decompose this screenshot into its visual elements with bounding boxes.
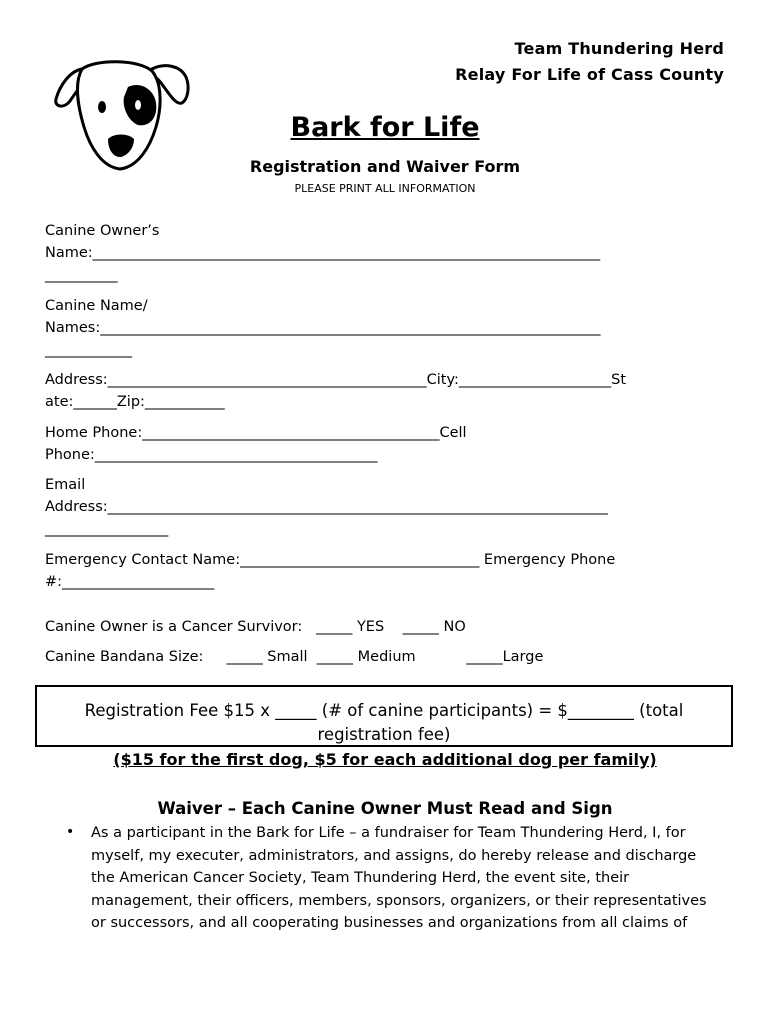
bullet-icon: • bbox=[66, 824, 75, 840]
emergency-phone-line[interactable]: #:_____________________ bbox=[45, 574, 215, 590]
home-phone-line[interactable]: Home Phone:_________________________________________Cell bbox=[45, 425, 467, 441]
org-name: Team Thundering Herd bbox=[514, 39, 724, 58]
address-field[interactable] bbox=[45, 369, 735, 413]
registration-fee-line[interactable]: Registration Fee $15 x _____ (# of canine participants) = $________ (total registration fee) bbox=[84, 701, 684, 744]
survivor-field[interactable]: Canine Owner is a Cancer Survivor: _____ YES _____ NO bbox=[45, 619, 466, 635]
email-field[interactable] bbox=[45, 474, 735, 540]
email-line-cont[interactable]: _________________ bbox=[45, 521, 169, 537]
bandana-size-field[interactable]: Canine Bandana Size: _____ Small _____ Medium _____Large bbox=[45, 649, 544, 665]
registration-fee-box bbox=[35, 685, 733, 747]
owner-name-line[interactable]: Name:______________________________________________________________________ bbox=[45, 245, 601, 261]
email-line[interactable]: Address:_____________________________________________________________________ bbox=[45, 499, 608, 515]
address-line[interactable]: Address:____________________________________________City:_____________________St bbox=[45, 372, 627, 388]
canine-name-line-cont[interactable]: ____________ bbox=[45, 342, 132, 358]
print-note: PLEASE PRINT ALL INFORMATION bbox=[294, 182, 476, 195]
email-label: Email bbox=[45, 477, 86, 493]
owner-name-line-cont[interactable]: __________ bbox=[45, 267, 118, 283]
state-zip-line[interactable]: ate:______Zip:___________ bbox=[45, 394, 225, 410]
owner-name-field[interactable] bbox=[45, 220, 735, 286]
emergency-contact-line[interactable]: Emergency Contact Name:_________________________________ Emergency Phone bbox=[45, 552, 616, 568]
waiver-title: Waiver – Each Canine Owner Must Read and Sign bbox=[157, 799, 613, 818]
cell-phone-line[interactable]: Phone:_______________________________________ bbox=[45, 447, 378, 463]
emergency-field[interactable] bbox=[45, 549, 735, 593]
owner-name-label: Canine Owner’s bbox=[45, 223, 160, 239]
org-event: Relay For Life of Cass County bbox=[455, 65, 724, 84]
canine-name-field[interactable] bbox=[45, 295, 735, 361]
canine-name-line[interactable]: Names:_____________________________________________________________________ bbox=[45, 320, 601, 336]
waiver-body: As a participant in the Bark for Life – a fundraiser for Team Thundering Herd, I, for myself, my executer, administrators, and assigns, do hereby release and discharge the American Cancer Society, Team Thundering Herd, the event site, their management, their officers, members, sponsors, organizers, or their representatives or successors, and all cooperating businesses and organizations from all claims of bbox=[91, 825, 707, 931]
form-subtitle: Registration and Waiver Form bbox=[249, 157, 521, 176]
fee-note: ($15 for the first dog, $5 for each additional dog per family) bbox=[113, 750, 657, 769]
phone-field[interactable] bbox=[45, 422, 735, 466]
canine-name-label: Canine Name/ bbox=[45, 298, 148, 314]
page-title: Bark for Life bbox=[290, 112, 480, 143]
